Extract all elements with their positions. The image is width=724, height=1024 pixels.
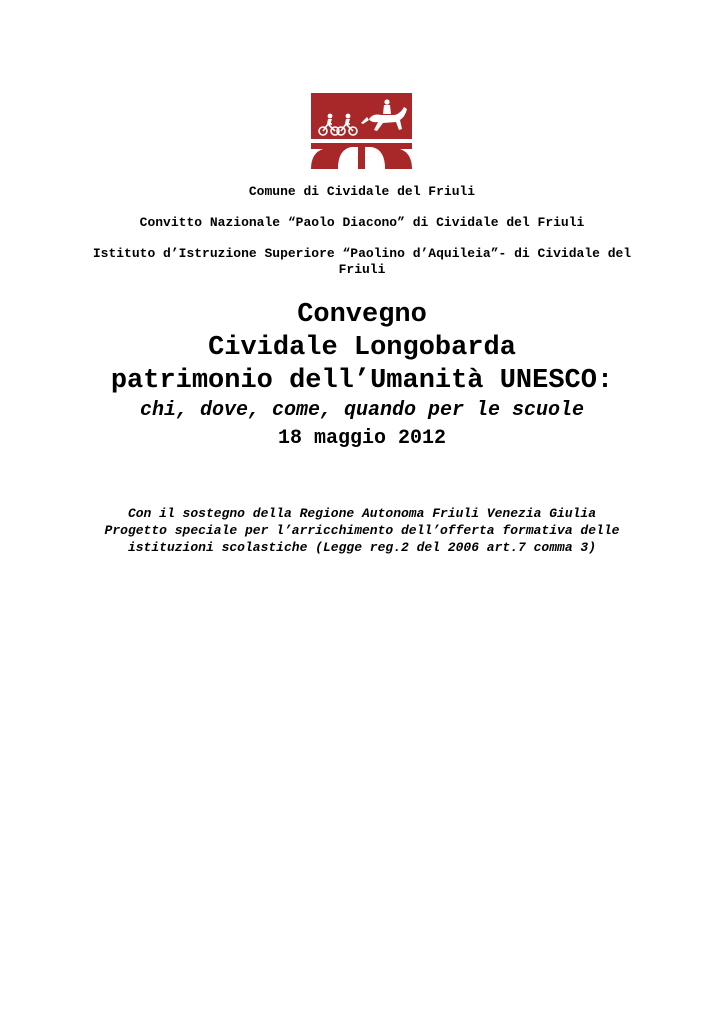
convitto-heading: Convitto Nazionale “Paolo Diacono” di Cividale del Friuli [139, 215, 585, 230]
istituto-heading-line-1: Istituto d’Istruzione Superiore “Paolino d’Aquileia”- di Cividale del [92, 246, 632, 261]
istituto-heading-line-2: Friuli [338, 262, 386, 277]
support-note [40, 505, 684, 556]
conference-date: 18 maggio 2012 [277, 427, 447, 450]
title-unesco: patrimonio dell’Umanità UNESCO: [110, 366, 614, 396]
support-line-3: istituzioni scolastiche (Legge reg.2 del 2006 art.7 comma 3) [127, 540, 597, 555]
comune-heading: Comune di Cividale del Friuli [248, 184, 476, 199]
cividale-bridge-logo-icon [311, 93, 412, 169]
title-convegno: Convegno [297, 300, 427, 330]
conference-title [20, 299, 704, 454]
support-line-2: Progetto speciale per l’arricchimento dell’offerta formativa delle [104, 523, 620, 538]
title-cividale-longobarda: Cividale Longobarda [208, 333, 516, 363]
istituto-heading [60, 246, 664, 278]
title-subtitle: chi, dove, come, quando per le scuole [139, 399, 585, 422]
support-line-1: Con il sostegno della Regione Autonoma Friuli Venezia Giulia [127, 506, 597, 521]
